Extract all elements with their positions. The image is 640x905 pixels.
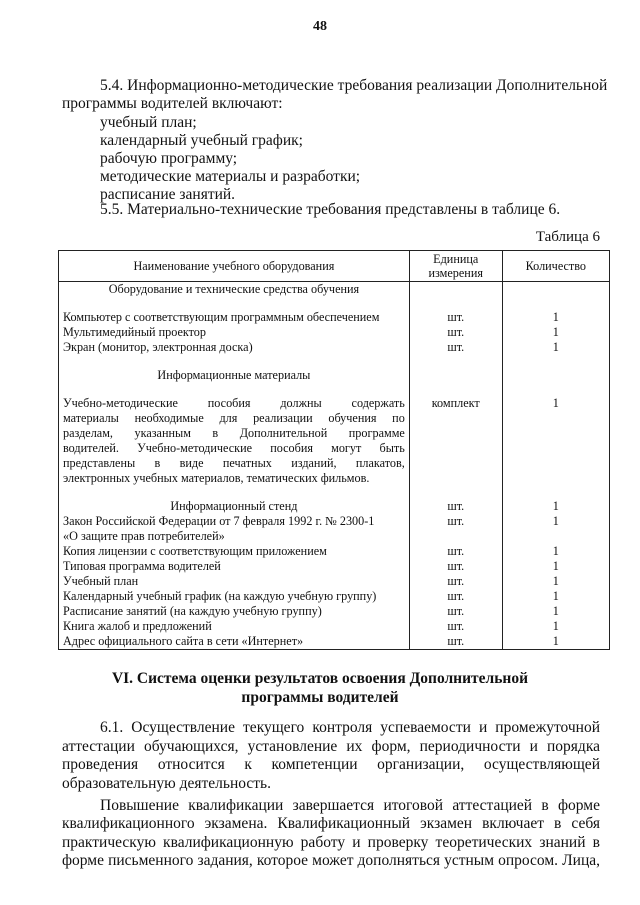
item-name: «О защите прав потребителей» [59, 529, 410, 544]
section-title: Информационные материалы [59, 368, 410, 383]
item-unit: шт. [409, 559, 502, 574]
manual-line: разделам, указанным в Дополнительной программе [59, 426, 410, 441]
item-qty: 1 [502, 589, 609, 604]
item-name: Копия лицензии с соответствующим приложением [59, 544, 410, 559]
item-unit: шт. [409, 310, 502, 325]
item-unit: шт. [409, 340, 502, 355]
section-row [59, 368, 610, 383]
item-name: Адрес официального сайта в сети «Интернет» [59, 634, 410, 650]
item-name: Календарный учебный график (на каждую учебную группу) [59, 589, 410, 604]
item-unit: шт. [409, 544, 502, 559]
section-5-5: 5.5. Материально-технические требования представлены в таблице 6. [100, 201, 561, 218]
paragraph-2-line: Повышение квалификации завершается итоговой аттестацией в форме [100, 797, 600, 814]
table-row [59, 471, 610, 486]
table-row [59, 574, 610, 589]
item-name: Учебный план [59, 574, 410, 589]
item-unit: шт. [409, 514, 502, 529]
section-row [59, 499, 610, 514]
paragraph-6-1-line: образовательную деятельность. [62, 775, 271, 792]
page-number: 48 [313, 19, 327, 34]
item-qty: 1 [502, 604, 609, 619]
section-title: Информационный стенд [59, 499, 410, 514]
item-unit: шт. [409, 589, 502, 604]
list-item: методические материалы и разработки; [100, 168, 361, 185]
item-name: Типовая программа водителей [59, 559, 410, 574]
table-header-row [59, 251, 610, 282]
item-name: Мультимедийный проектор [59, 325, 410, 340]
item-name: Компьютер с соответствующим программным обеспечением [59, 310, 410, 325]
section-row [59, 282, 610, 298]
table-row [59, 559, 610, 574]
table-row [59, 619, 610, 634]
item-qty: 1 [502, 574, 609, 589]
table-row [59, 544, 610, 559]
paragraph-6-1-line: аттестации обучающихся, установление их форм, периодичности и порядка [62, 738, 600, 755]
item-unit: шт. [409, 499, 502, 514]
table-row [59, 340, 610, 355]
item-qty: 1 [502, 619, 609, 634]
table-row [59, 310, 610, 325]
paragraph-2-line: форме письменного задания, которое может дополняться устным опросом. Лица, [62, 852, 600, 869]
item-name: Закон Российской Федерации от 7 февраля 1992 г. № 2300-1 [59, 514, 410, 529]
item-unit: шт. [409, 574, 502, 589]
item-unit: шт. [409, 604, 502, 619]
item-unit: шт. [409, 325, 502, 340]
item-unit: комплект [409, 396, 502, 411]
column-header-unit: Единица измерения [409, 251, 502, 282]
table-row [59, 514, 610, 529]
item-unit: шт. [409, 619, 502, 634]
table-row [59, 441, 610, 456]
item-name: Расписание занятий (на каждую учебную группу) [59, 604, 410, 619]
table-row [59, 426, 610, 441]
table-row [59, 325, 610, 340]
column-header-name: Наименование учебного оборудования [59, 251, 410, 282]
paragraph-2-line: практическую квалификационную работу и проверку теоретических знаний в [62, 834, 600, 851]
column-header-qty: Количество [502, 251, 609, 282]
item-qty: 1 [502, 634, 609, 650]
table-row [59, 456, 610, 471]
paragraph-6-1-line: проведения относится к компетенции организации, осуществляющей [62, 756, 600, 773]
manual-line: водителей. Учебно-методические пособия могут быть [59, 441, 410, 456]
item-qty: 1 [502, 559, 609, 574]
item-unit [409, 529, 502, 544]
section-vi-heading-line1: VI. Система оценки результатов освоения Дополнительной [111, 670, 529, 687]
table-row [59, 529, 610, 544]
manual-line: представлены в виде печатных изданий, плакатов, [59, 456, 410, 471]
table-row [59, 604, 610, 619]
item-qty: 1 [502, 396, 609, 411]
item-qty: 1 [502, 544, 609, 559]
table-row [59, 396, 610, 411]
item-unit: шт. [409, 634, 502, 650]
list-item: учебный план; [100, 114, 197, 131]
item-name: Экран (монитор, электронная доска) [59, 340, 410, 355]
table-row [59, 634, 610, 650]
table-caption: Таблица 6 [535, 229, 600, 245]
list-item: рабочую программу; [100, 150, 238, 167]
manual-line: Учебно-методические пособия должны содержать [59, 396, 410, 411]
list-item: календарный учебный график; [100, 132, 303, 149]
section-5-4-line2: программы водителей включают: [62, 95, 283, 112]
section-5-4-line1: 5.4. Информационно-методические требования реализации Дополнительной [100, 77, 608, 94]
equipment-table [58, 250, 610, 650]
manual-line: электронных учебных материалов, тематических фильмов. [59, 471, 410, 486]
section-title: Оборудование и технические средства обучения [59, 282, 410, 298]
table-row [59, 411, 610, 426]
item-qty [502, 529, 609, 544]
item-qty: 1 [502, 514, 609, 529]
paragraph-6-1-line: 6.1. Осуществление текущего контроля успеваемости и промежуточной [100, 719, 600, 736]
section-vi-heading-line2: программы водителей [241, 689, 399, 706]
paragraph-2-line: квалификационного экзамена. Квалификационный экзамен включает в себя [62, 815, 600, 832]
item-name: Книга жалоб и предложений [59, 619, 410, 634]
item-qty: 1 [502, 325, 609, 340]
list-item: расписание занятий. [100, 186, 236, 203]
item-qty: 1 [502, 340, 609, 355]
manual-line: материалы необходимые для реализации обучения по [59, 411, 410, 426]
item-qty: 1 [502, 310, 609, 325]
item-qty: 1 [502, 499, 609, 514]
table-row [59, 589, 610, 604]
